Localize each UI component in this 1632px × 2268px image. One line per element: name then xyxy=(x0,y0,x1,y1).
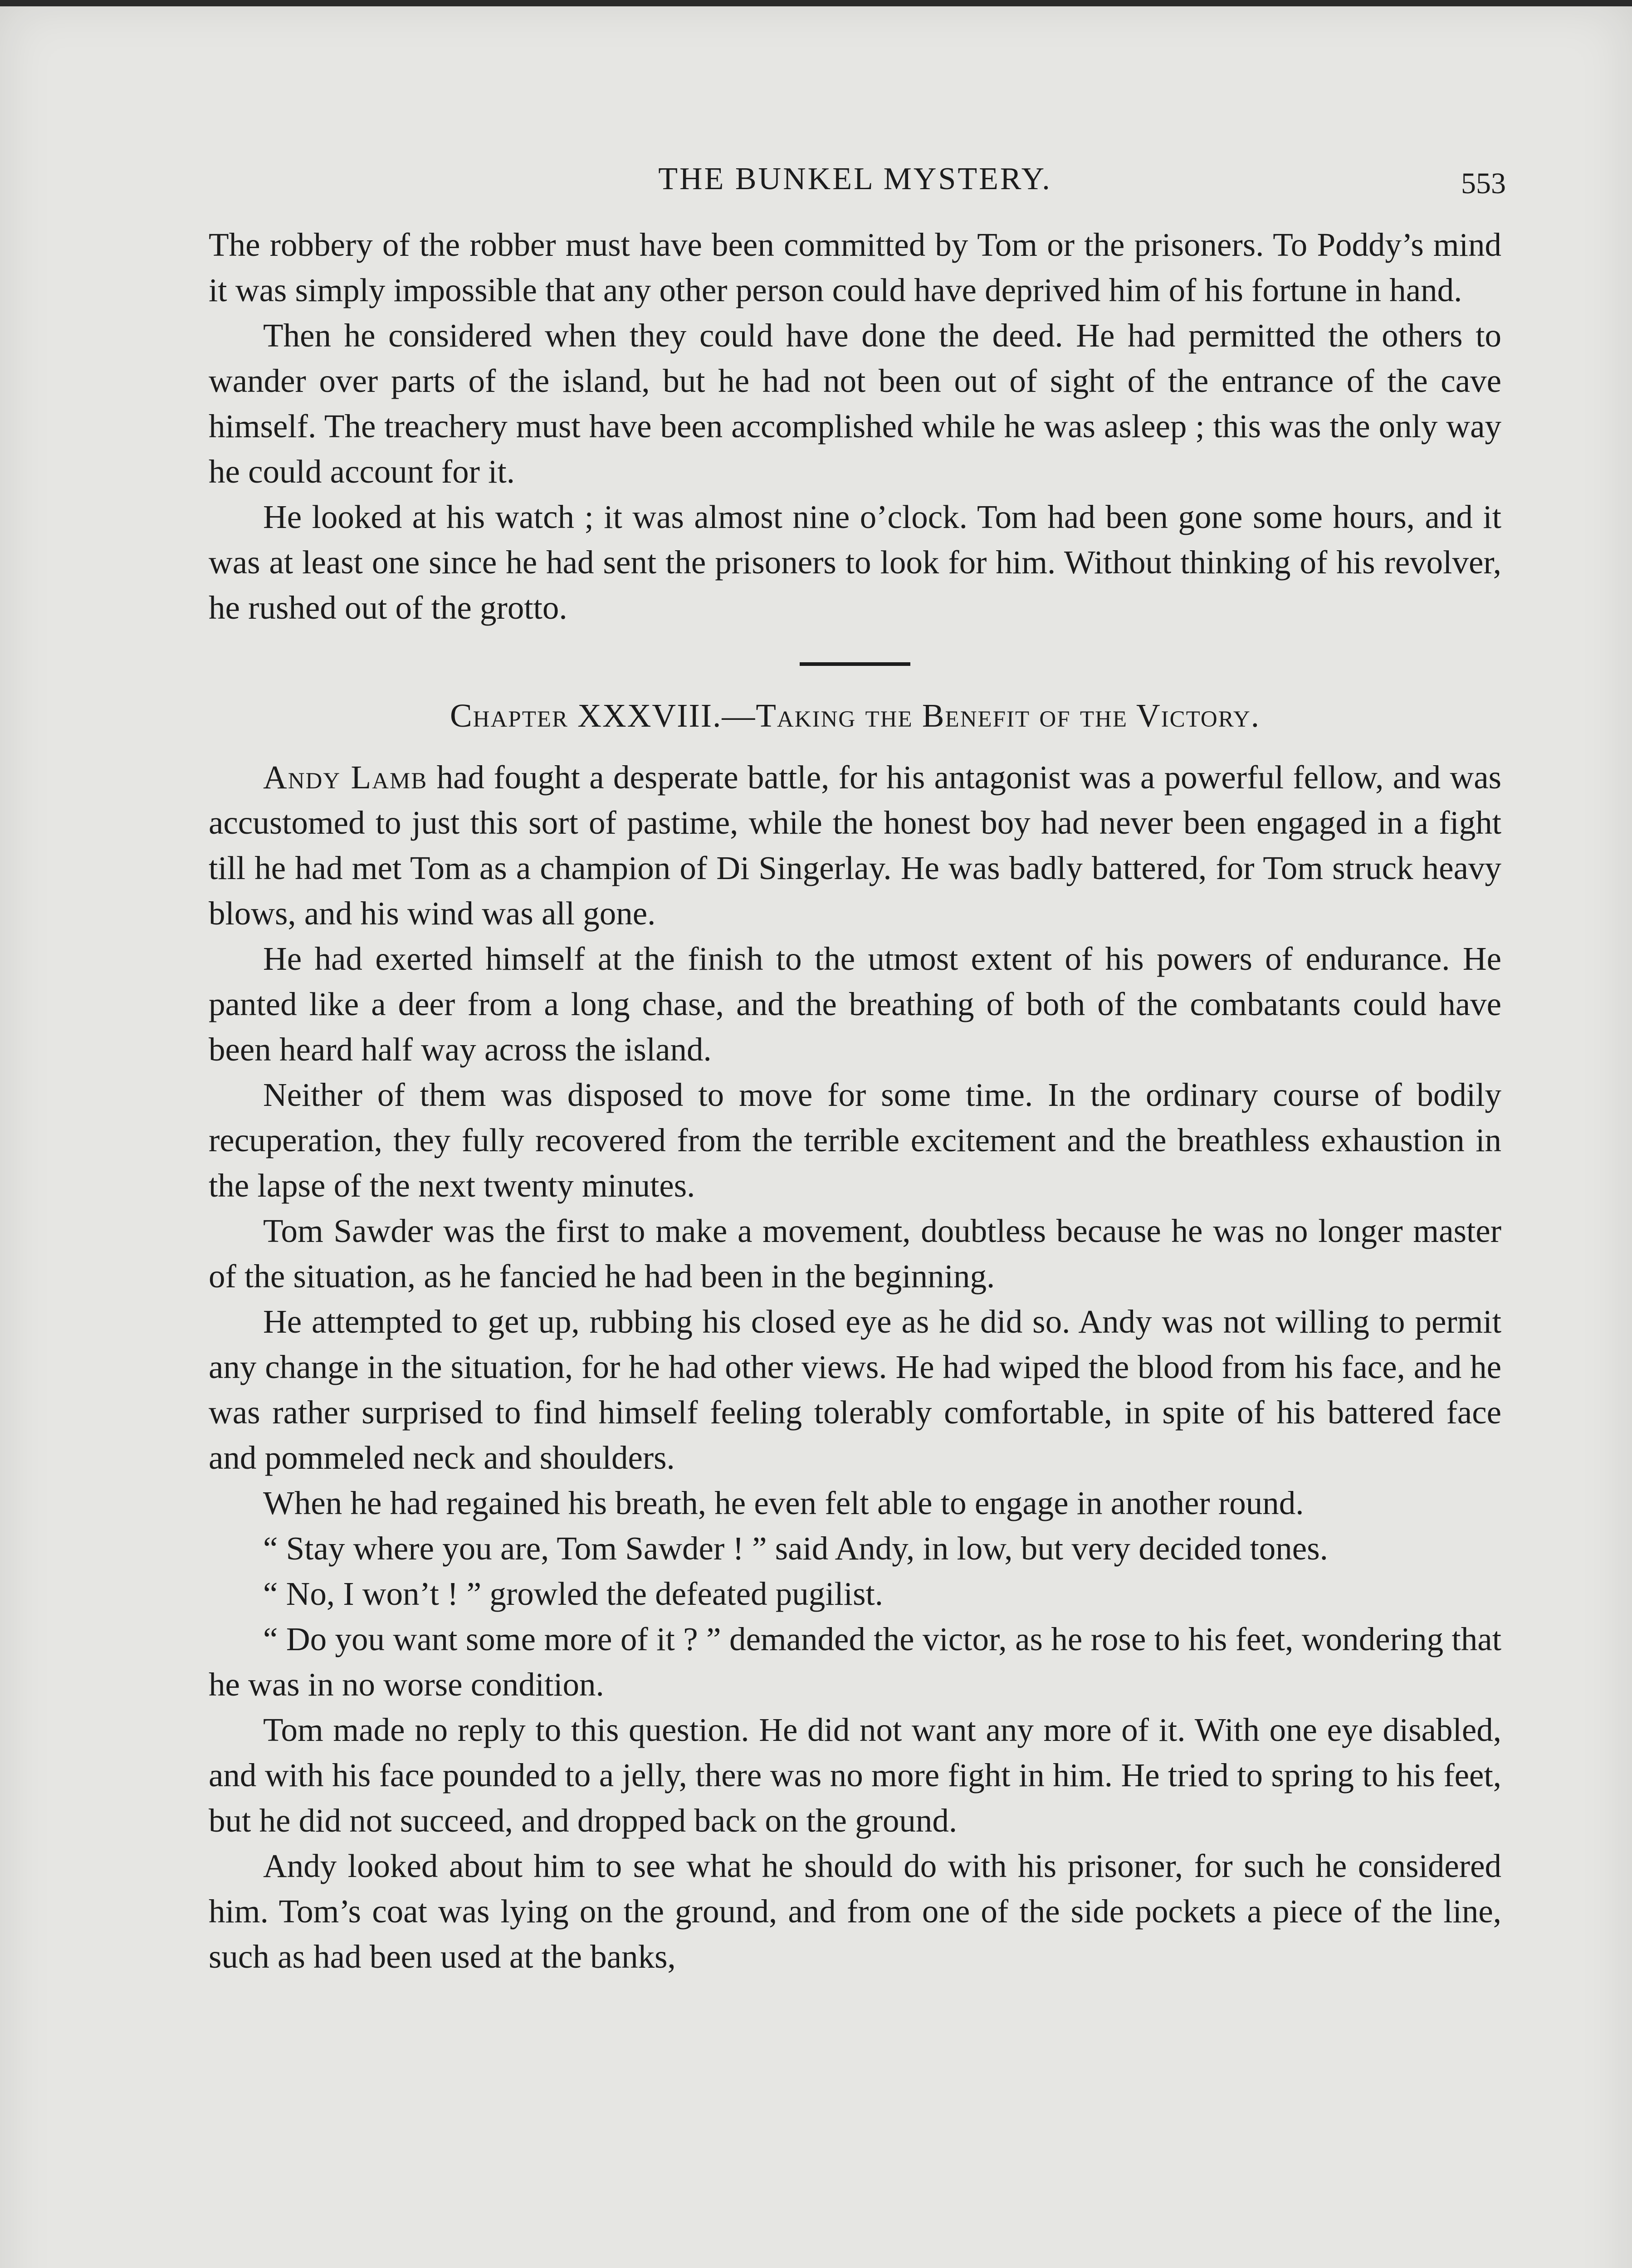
paragraph: Neither of them was disposed to move for some time. In the ordinary course of bodily recuperation, they fully recovered from the terrible excitement and the breathless exhaustion in the lapse of the next twenty minutes. xyxy=(209,1076,1501,1204)
chapter-lead-paragraph xyxy=(209,755,1501,936)
lead-text: had fought a desperate battle, for his antagonist was a powerful fellow, and was accustomed to just this sort of pastime, while the honest boy had never been engaged in a fight till he had met Tom as a champion of Di Singerlay. He was badly battered, for Tom struck heavy blows, and his wind was all gone. xyxy=(209,759,1502,932)
paragraph: Andy looked about him to see what he should do with his prisoner, for such he considered him. Tom’s coat was lying on the ground, and from one of the side pockets a piece of the line, such as had been used at the banks, xyxy=(209,1848,1501,1975)
lead-name: Andy Lamb xyxy=(263,759,428,796)
body-text xyxy=(209,222,1501,1980)
running-head: THE BUNKEL MYSTERY. xyxy=(658,161,1052,196)
paragraph: When he had regained his breath, he even felt able to engage in another round. xyxy=(263,1485,1304,1521)
paragraph: Tom made no reply to this question. He did not want any more of it. With one eye disabled, and with his face pounded to a jelly, there was no more fight in him. He tried to spring to his feet, but he did not succeed, and dropped back on the ground. xyxy=(209,1711,1501,1839)
paragraph: Tom Sawder was the first to make a movement, doubtless because he was no longer master of the situation, as he fancied he had been in the beginning. xyxy=(209,1212,1501,1295)
chapter-heading: Chapter XXXVIII.—Taking the Benefit of the Victory. xyxy=(450,697,1261,734)
section-divider xyxy=(800,662,910,666)
paragraph: He attempted to get up, rubbing his closed eye as he did so. Andy was not willing to permit any change in the situation, for he had other views. He had wiped the blood from his face, and he was rather surprised to find himself feeling tolerably comfortable, in spite of his battered face and pommeled neck and shoulders. xyxy=(209,1303,1501,1476)
page-number: 553 xyxy=(1461,167,1506,200)
paragraph: Then he considered when they could have done the deed. He had permitted the others to wander over parts of the island, but he had not been out of sight of the entrance of the cave himself. The treachery must have been accomplished while he was asleep ; this was the only way he could account for it. xyxy=(209,317,1501,490)
paragraph: He looked at his watch ; it was almost nine o’clock. Tom had been gone some hours, and it was at least one since he had sent the prisoners to look for him. Without thinking of his revolver, he rushed out of the grotto. xyxy=(209,499,1501,626)
paragraph: The robbery of the robber must have been committed by Tom or the prisoners. To Poddy’s mind it was simply impossible that any other person could have deprived him of his fortune in hand. xyxy=(209,226,1501,308)
paragraph: “ Stay where you are, Tom Sawder ! ” said Andy, in low, but very decided tones. xyxy=(263,1530,1328,1567)
paragraph: He had exerted himself at the finish to the utmost extent of his powers of endurance. He panted like a deer from a long chase, and the breathing of both of the combatants could have been heard half way across the island. xyxy=(209,940,1501,1068)
scan-top-edge xyxy=(0,0,1632,6)
paragraph: “ No, I won’t ! ” growled the defeated pugilist. xyxy=(263,1575,884,1612)
paragraph: “ Do you want some more of it ? ” demanded the victor, as he rose to his feet, wondering that he was in no worse condition. xyxy=(209,1621,1501,1703)
page-header xyxy=(209,154,1506,204)
